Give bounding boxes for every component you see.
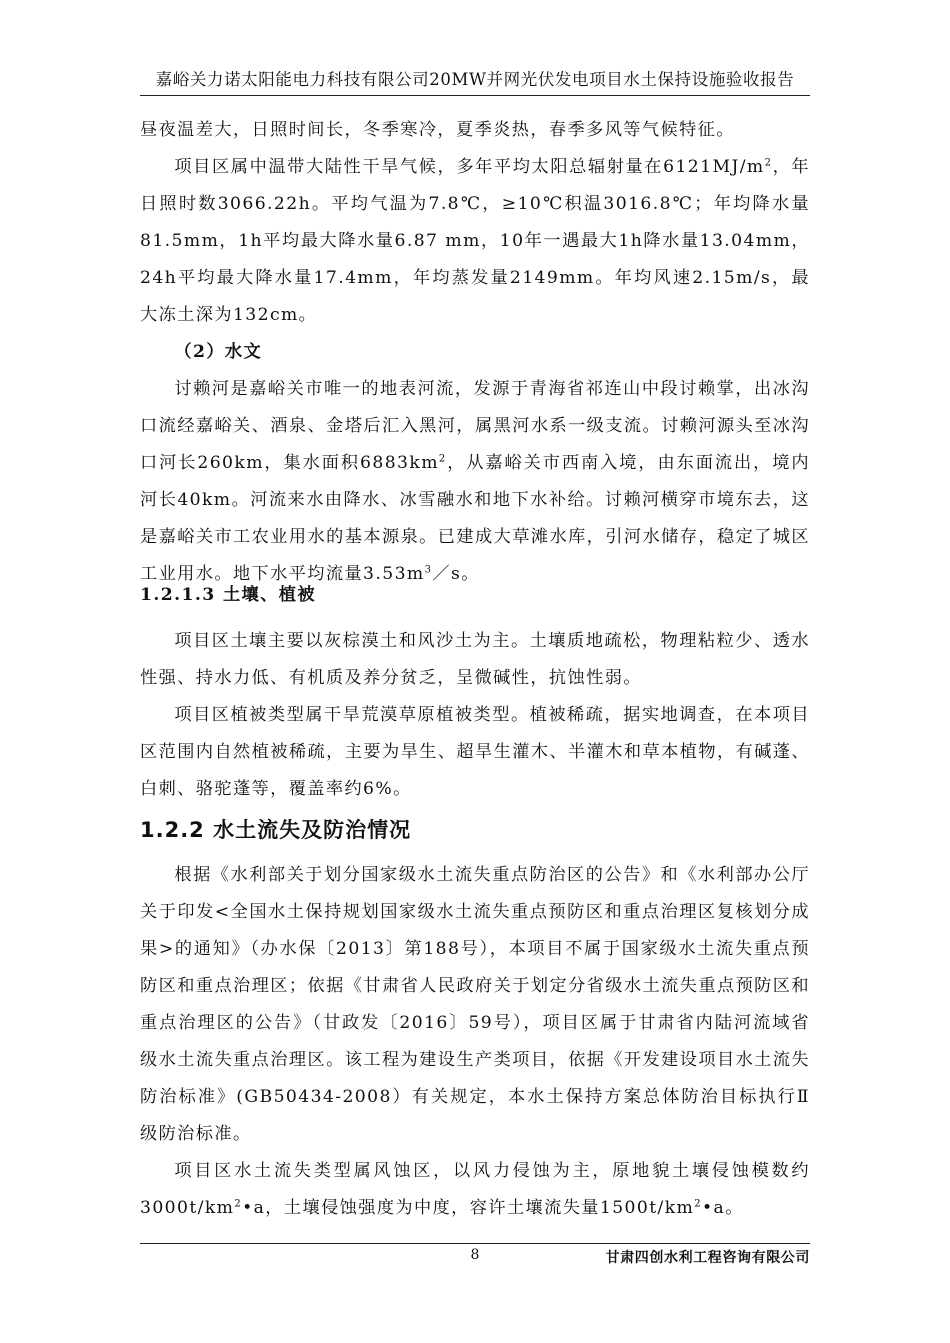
hydrology-text-a: 讨赖河是嘉峪关市唯一的地表河流，发源于青海省祁连山中段讨赖掌，出冰沟口流经嘉峪关、酒泉、金塔后汇入黑河，属黑河水系一级支流。讨赖河源头至冰沟口河长260km，集水面积6883km [140, 379, 810, 473]
footer-organization: 甘肃四创水利工程咨询有限公司 [605, 1250, 810, 1266]
erosion-text-c: •a。 [702, 1198, 744, 1218]
superscript: 3 [424, 564, 433, 576]
hydrology-text-c: ／s。 [432, 564, 480, 584]
section-heading-erosion-wrap [140, 812, 810, 849]
paragraph-climate-data [140, 149, 810, 334]
heading-soil-vegetation: 1.2.1.3 土壤、植被 [140, 585, 316, 605]
erosion-text-b: •a，土壤侵蚀强度为中度，容许土壤流失量1500t/km [242, 1198, 695, 1218]
body-block-1 [140, 112, 810, 593]
superscript: 2 [234, 1198, 243, 1210]
body-block-3 [140, 857, 810, 1227]
climate-text-b: ，年日照时数3066.22h。平均气温为7.8℃，≥10℃积温3016.8℃；年均降水量81.5mm，1h平均最大降水量6.87 mm，10年一遇最大1h降水量13.04mm，24h平均最大降水量17.4mm，年均蒸发量2149mm。年均风速2.15m/s，最大冻土深为132cm。 [140, 157, 811, 325]
superscript: 2 [438, 453, 447, 465]
heading-erosion: 1.2.2 水土流失及防治情况 [140, 818, 412, 842]
hydrology-text-b: ，从嘉峪关市西南入境，由东面流出，境内河长40km。河流来水由降水、冰雪融水和地下水补给。讨赖河横穿市境东去，这是嘉峪关市工农业用水的基本源泉。已建成大草滩水库，引河水储存，稳定了城区工业用水。地下水平均流量3.53m [140, 453, 810, 584]
paragraph-regulation: 根据《水利部关于划分国家级水土流失重点防治区的公告》和《水利部办公厅关于印发<全国水土保持规划国家级水土流失重点预防区和重点治理区复核划分成果>的通知》（办水保〔2013〕第188号），本项目不属于国家级水土流失重点预防区和重点治理区；依据《甘肃省人民政府关于划定分省级水土流失重点预防区和重点治理区的公告》（甘政发〔2016〕59号），项目区属于甘肃省内陆河流域省级水土流失重点治理区。该工程为建设生产类项目，依据《开发建设项目水土流失防治标准》(GB50434-2008）有关规定，本水土保持方案总体防治目标执行Ⅱ级防治标准。 [140, 865, 810, 1144]
paragraph-climate-end: 昼夜温差大，日照时间长，冬季寒冷，夏季炎热，春季多风等气候特征。 [140, 120, 735, 140]
superscript: 2 [694, 1198, 703, 1210]
paragraph-soil: 项目区土壤主要以灰棕漠土和风沙土为主。土壤质地疏松，物理粘粒少、透水性强、持水力低、有机质及养分贫乏，呈微碱性，抗蚀性弱。 [140, 631, 810, 688]
superscript: 2 [764, 157, 773, 169]
body-block-2 [140, 623, 810, 808]
header-divider [140, 95, 810, 96]
footer-divider [140, 1243, 810, 1244]
erosion-text-a: 项目区水土流失类型属风蚀区，以风力侵蚀为主，原地貌土壤侵蚀模数约3000t/km [140, 1161, 810, 1218]
paragraph-hydrology [140, 371, 810, 593]
heading-hydrology: （2）水文 [174, 342, 263, 362]
page-number: 8 [470, 1247, 480, 1263]
paragraph-erosion-type [140, 1153, 810, 1227]
section-heading-soil-wrap [140, 577, 810, 614]
paragraph-vegetation: 项目区植被类型属干旱荒漠草原植被类型。植被稀疏，据实地调查，在本项目区范围内自然植被稀疏，主要为旱生、超旱生灌木、半灌木和草本植物，有碱蓬、白刺、骆驼蓬等，覆盖率约6%。 [140, 705, 810, 799]
running-header: 嘉峪关力诺太阳能电力科技有限公司20MW并网光伏发电项目水土保持设施验收报告 [155, 70, 795, 89]
climate-text-a: 项目区属中温带大陆性干旱气候，多年平均太阳总辐射量在6121MJ/m [174, 157, 765, 177]
